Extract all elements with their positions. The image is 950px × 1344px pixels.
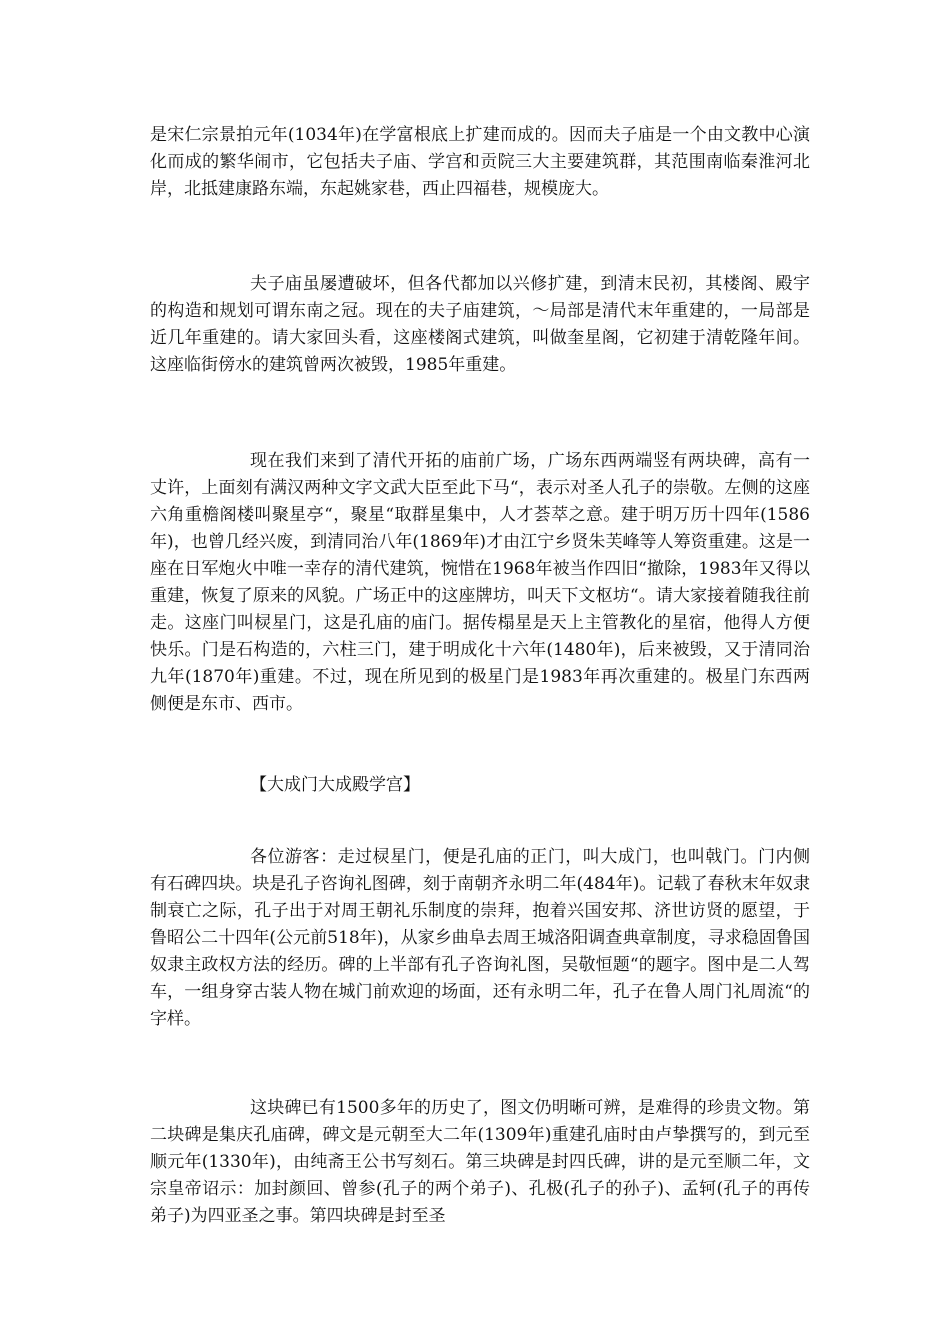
paragraph-temple-square: 现在我们来到了清代开拓的庙前广场，广场东西两端竖有两块碑，高有一丈许，上面刻有满汉两种文字文武大臣至此下马“，表示对圣人孔子的崇敬。左侧的这座六角重檐阁楼叫聚星亭“，聚星“取群星集中，人才荟萃之意。建于明万历十四年(1586年)，也曾几经兴废，到清同治八年(1869年)才由江宁乡贤朱芙峰等人筹资重建。这是一座在日军炮火中唯一幸存的清代建筑，惋惜在1968年被当作四旧“撤除，1983年又得以重建，恢复了原来的风貌。广场正中的这座牌坊，叫天下文枢坊“。请大家接着随我往前走。这座门叫棂星门，这是孔庙的庙门。据传榻星是天上主管教化的星宿，他得人方便快乐。门是石构造的，六柱三门，建于明成化十六年(1480年)，后来被毁，又于清同治九年(1870年)重建。不过，现在所见到的极星门是1983年再次重建的。极星门东西两侧便是东市、西市。 bbox=[150, 451, 810, 714]
paragraph-temple-reconstruction: 夫子庙虽屡遭破坏，但各代都加以兴修扩建，到清末民初，其楼阁、殿宇的构造和规划可谓东南之冠。现在的夫子庙建筑，～局部是清代末年重建的，一局部是近几年重建的。请大家回头看，这座楼阁式建筑，叫做奎星阁，它初建于清乾隆年间。这座临街傍水的建筑曾两次被毁，1985年重建。 bbox=[150, 274, 810, 375]
paragraph-stone-tablets: 这块碑已有1500多年的历史了，图文仍明晰可辨，是难得的珍贵文物。第二块碑是集庆孔庙碑，碑文是元朝至大二年(1309年)重建孔庙时由卢挚撰写的，到元至顺元年(1330年)，由纯斋王公书写刻石。第三块碑是封四氏碑，讲的是元至顺二年，文宗皇帝诏示：加封颜回、曾参(孔子的两个弟子)、孔极(孔子的孙子)、孟轲(孔子的再传弟子)为四亚圣之事。第四块碑是封至圣 bbox=[150, 1098, 810, 1226]
paragraph-temple-origin: 是宋仁宗景拍元年(1034年)在学富根底上扩建而成的。因而夫子庙是一个由文教中心演化而成的繁华闹市，它包括夫子庙、学宫和贡院三大主要建筑群，其范围南临秦淮河北岸，北抵建康路东端，东起姚家巷，西止四福巷，规模庞大。 bbox=[150, 125, 810, 199]
section-heading: 【大成门大成殿学宫】 bbox=[250, 775, 420, 795]
paragraph-dacheng-gate: 各位游客：走过棂星门，便是孔庙的正门，叫大成门，也叫戟门。门内侧有石碑四块。块是孔子咨询礼图碑，刻于南朝齐永明二年(484年)。记载了春秋末年奴隶制衰亡之际，孔子出于对周王朝礼乐制度的崇拜，抱着兴国安邦、济世访贤的愿望，于鲁昭公二十四年(公元前518年)，从家乡曲阜去周王城洛阳调查典章制度，寻求稳固鲁国奴隶主政权方法的经历。碑的上半部有孔子咨询礼图，吴敬恒题“的题字。图中是二人驾车，一组身穿古装人物在城门前欢迎的场面，还有永明二年，孔子在鲁人周门礼周流“的字样。 bbox=[150, 847, 810, 1029]
